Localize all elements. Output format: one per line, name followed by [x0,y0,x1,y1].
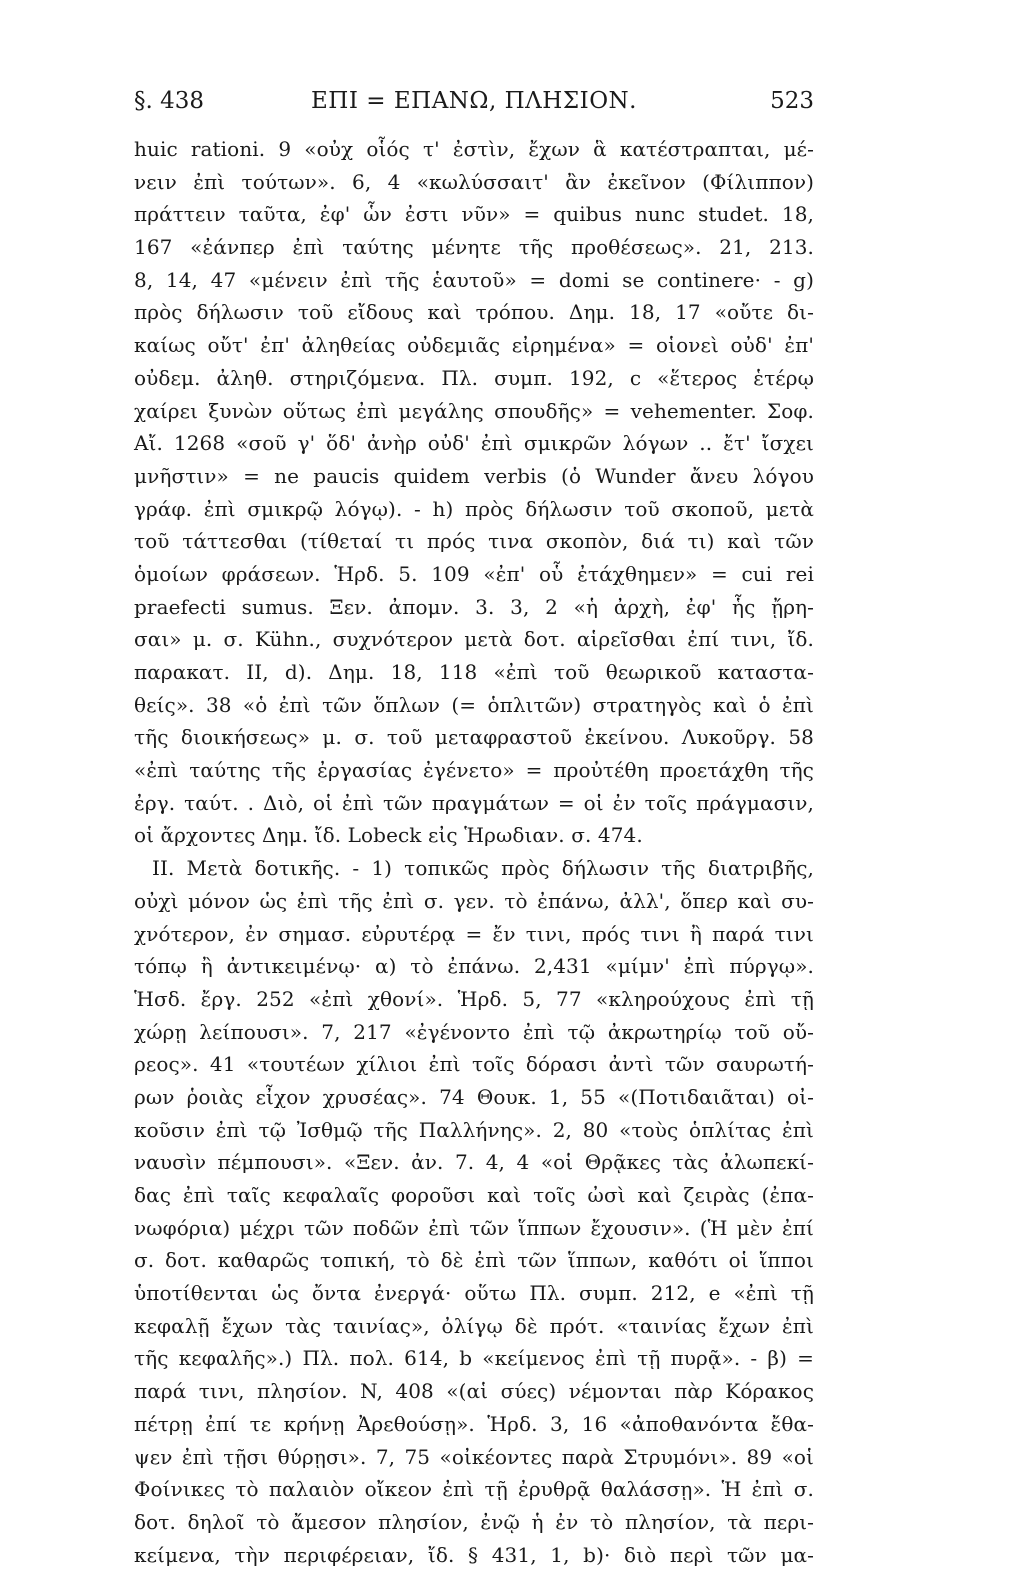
running-header [134,88,814,124]
text-line: χαίρει ξυνὼν οὕτως ἐπὶ μεγάλης σπουδῆς» = vehementer. Σοφ. [134,398,814,423]
text-line: κεφαλῇ ἔχων τὰς ταινίας», ὀλίγῳ δὲ πρότ. «ταινίας ἔχων ἐπὶ [134,1313,814,1338]
text-line: 167 «ἐάνπερ ἐπὶ ταύτης μένητε τῆς προθέσεως». 21, 213. [134,235,814,260]
text-line: Φοίνικες τὸ παλαιὸν οἴκεον ἐπὶ τῇ ἐρυθρᾷ θαλάσσῃ». Ἡ ἐπὶ σ. [134,1477,814,1502]
text-line: 8, 14, 47 «μένειν ἐπὶ τῆς ἑαυτοῦ» = domi se continere· - g) [134,267,814,292]
text-line: μνῆστιν» = ne paucis quidem verbis (ὁ Wunder ἄνευ λόγου [134,463,814,488]
text-line: πέτρῃ ἐπί τε κρήνῃ Ἀρεθούσῃ». Ἡρδ. 3, 16 «ἀποθανόντα ἔθα- [134,1411,814,1436]
text-line: ἐργ. ταύτ. . Διὸ, οἱ ἐπὶ τῶν πραγμάτων = οἱ ἐν τοῖς πράγμασιν, [134,790,814,815]
text-line: τῆς κεφαλῆς».) Πλ. πολ. 614, b «κείμενος ἐπὶ τῇ πυρᾷ». - β) = [134,1346,814,1371]
text-line: ρων ῥοιὰς εἶχον χρυσέας». 74 Θουκ. 1, 55 «(Ποτιδαιᾶται) οἰ- [134,1084,814,1109]
text-line: νειν ἐπὶ τούτων». 6, 4 «κωλύσσαιτ' ἂν ἐκεῖνον (Φίλιππον) [134,169,814,194]
body-text [134,133,814,1571]
text-line: ὑποτίθενται ὡς ὄντα ἐνεργά· οὕτω Πλ. συμπ. 212, e «ἐπὶ τῇ [134,1281,814,1306]
text-line: II. Μετὰ δοτικῆς. - 1) τοπικῶς πρὸς δήλωσιν τῆς διατριβῆς, [152,856,814,881]
text-line: θείς». 38 «ὁ ἐπὶ τῶν ὅπλων (= ὁπλιτῶν) στρατηγὸς καὶ ὁ ἐπὶ [134,692,814,717]
text-line: οὐχὶ μόνον ὡς ἐπὶ τῆς ἐπὶ σ. γεν. τὸ ἐπάνω, ἀλλ', ὅπερ καὶ συ- [134,888,814,913]
text-line: «ἐπὶ ταύτης τῆς ἐργασίας ἐγένετο» = προὐτέθη προετάχθη τῆς [134,758,814,783]
text-line: σ. δοτ. καθαρῶς τοπική, τὸ δὲ ἐπὶ τῶν ἵππων, καθότι οἱ ἵπποι [134,1248,814,1273]
text-line: νωφόρια) μέχρι τῶν ποδῶν ἐπὶ τῶν ἵππων ἔχουσιν». (Ἡ μὲν ἐπί [134,1215,814,1240]
text-line: καίως οὔτ' ἐπ' ἀληθείας οὐδεμιᾶς εἰρημένα» = οἱονεὶ οὐδ' ἐπ' [134,333,814,358]
text-line: praefecti sumus. Ξεν. ἀπομν. 3. 3, 2 «ἡ ἀρχὴ, ἐφ' ἧς ᾔρη- [134,594,814,619]
text-line: κοῦσιν ἐπὶ τῷ Ἰσθμῷ τῆς Παλλήνης». 2, 80 «τοὺς ὁπλίτας ἐπὶ [134,1117,814,1142]
text-line: Αἴ. 1268 «σοῦ γ' ὅδ' ἀνὴρ οὐδ' ἐπὶ σμικρῶν λόγων .. ἔτ' ἴσχει [134,431,814,456]
text-line: πράττειν ταῦτα, ἐφ' ὧν ἐστι νῦν» = quibus nunc studet. 18, [134,202,814,227]
text-line: δοτ. δηλοῖ τὸ ἄμεσον πλησίον, ἐνῷ ἡ ἐν τὸ πλησίον, τὰ περι- [134,1509,814,1534]
text-line: χώρῃ λείπουσι». 7, 217 «ἐγένοντο ἐπὶ τῷ ἀκρωτηρίῳ τοῦ οὔ- [134,1019,814,1044]
text-line: οἱ ἄρχοντες Δημ. ἴδ. Lobeck εἰς Ἡρωδιαν. σ. 474. [134,823,643,848]
text-line: τοῦ τάττεσθαι (τίθεταί τι πρός τινα σκοπὸν, διά τι) καὶ τῶν [134,529,814,554]
text-line: δας ἐπὶ ταῖς κεφαλαῖς φοροῦσι καὶ τοῖς ὠσὶ καὶ ζειρὰς (ἐπα- [134,1183,814,1207]
section-number: §. 438 [134,88,205,114]
text-line: ναυσὶν πέμπουσι». «Ξεν. ἀν. 7. 4, 4 «οἱ Θρᾷκες τὰς ἀλωπεκί- [134,1150,814,1175]
text-line: παρά τινι, πλησίον. N, 408 «(αἱ σύες) νέμονται πὰρ Κόρακος [134,1379,814,1404]
text-line: χνότερον, ἐν σημασ. εὐρυτέρᾳ = ἔν τινι, πρός τινι ἢ παρά τινι [134,921,814,946]
text-line: τῆς διοικήσεως» μ. σ. τοῦ μεταφραστοῦ ἐκείνου. Λυκοῦργ. 58 [134,725,814,750]
text-line: πρὸς δήλωσιν τοῦ εἴδους καὶ τρόπου. Δημ. 18, 17 «οὔτε δι- [134,300,814,325]
page-number: 523 [770,88,814,114]
running-title: ΕΠΙ = ΕΠΑΝΩ, ΠΛΗΣΙΟΝ. [311,88,637,114]
text-line: οὐδεμ. ἀληθ. στηριζόμενα. Πλ. συμπ. 192, c «ἕτερος ἑτέρῳ [134,365,814,390]
text-line: ρεος». 41 «τουτέων χίλιοι ἐπὶ τοῖς δόρασι ἀντὶ τῶν σαυρωτή- [134,1052,814,1077]
text-line: huic rationi. 9 «οὐχ οἷός τ' ἐστὶν, ἔχων ἃ κατέστραπται, μέ- [134,137,814,161]
text-line: Ἡσδ. ἔργ. 252 «ἐπὶ χθονί». Ἡρδ. 5, 77 «κληρούχους ἐπὶ τῇ [134,986,814,1011]
text-line: γράφ. ἐπὶ σμικρῷ λόγῳ). - h) πρὸς δήλωσιν τοῦ σκοποῦ, μετὰ [134,496,814,521]
text-line: ὁμοίων φράσεων. Ἡρδ. 5. 109 «ἐπ' οὗ ἐτάχθημεν» = cui rei [134,561,814,586]
text-line: παρακατ. II, d). Δημ. 18, 118 «ἐπὶ τοῦ θεωρικοῦ καταστα- [134,660,814,684]
text-line: σαι» μ. σ. Kühn., συχνότερον μετὰ δοτ. αἱρεῖσθαι ἐπί τινι, ἴδ. [134,627,814,652]
text-line: τόπῳ ἢ ἀντικειμένῳ· α) τὸ ἐπάνω. 2,431 «μίμν' ἐπὶ πύργῳ». [134,954,814,979]
text-line: κείμενα, τὴν περιφέρειαν, ἴδ. § 431, 1, b)· διὸ περὶ τῶν μα- [134,1542,814,1567]
text-line: ψεν ἐπὶ τῇσι θύρῃσι». 7, 75 «οἰκέοντες παρὰ Στρυμόνι». 89 «οἱ [134,1444,814,1469]
